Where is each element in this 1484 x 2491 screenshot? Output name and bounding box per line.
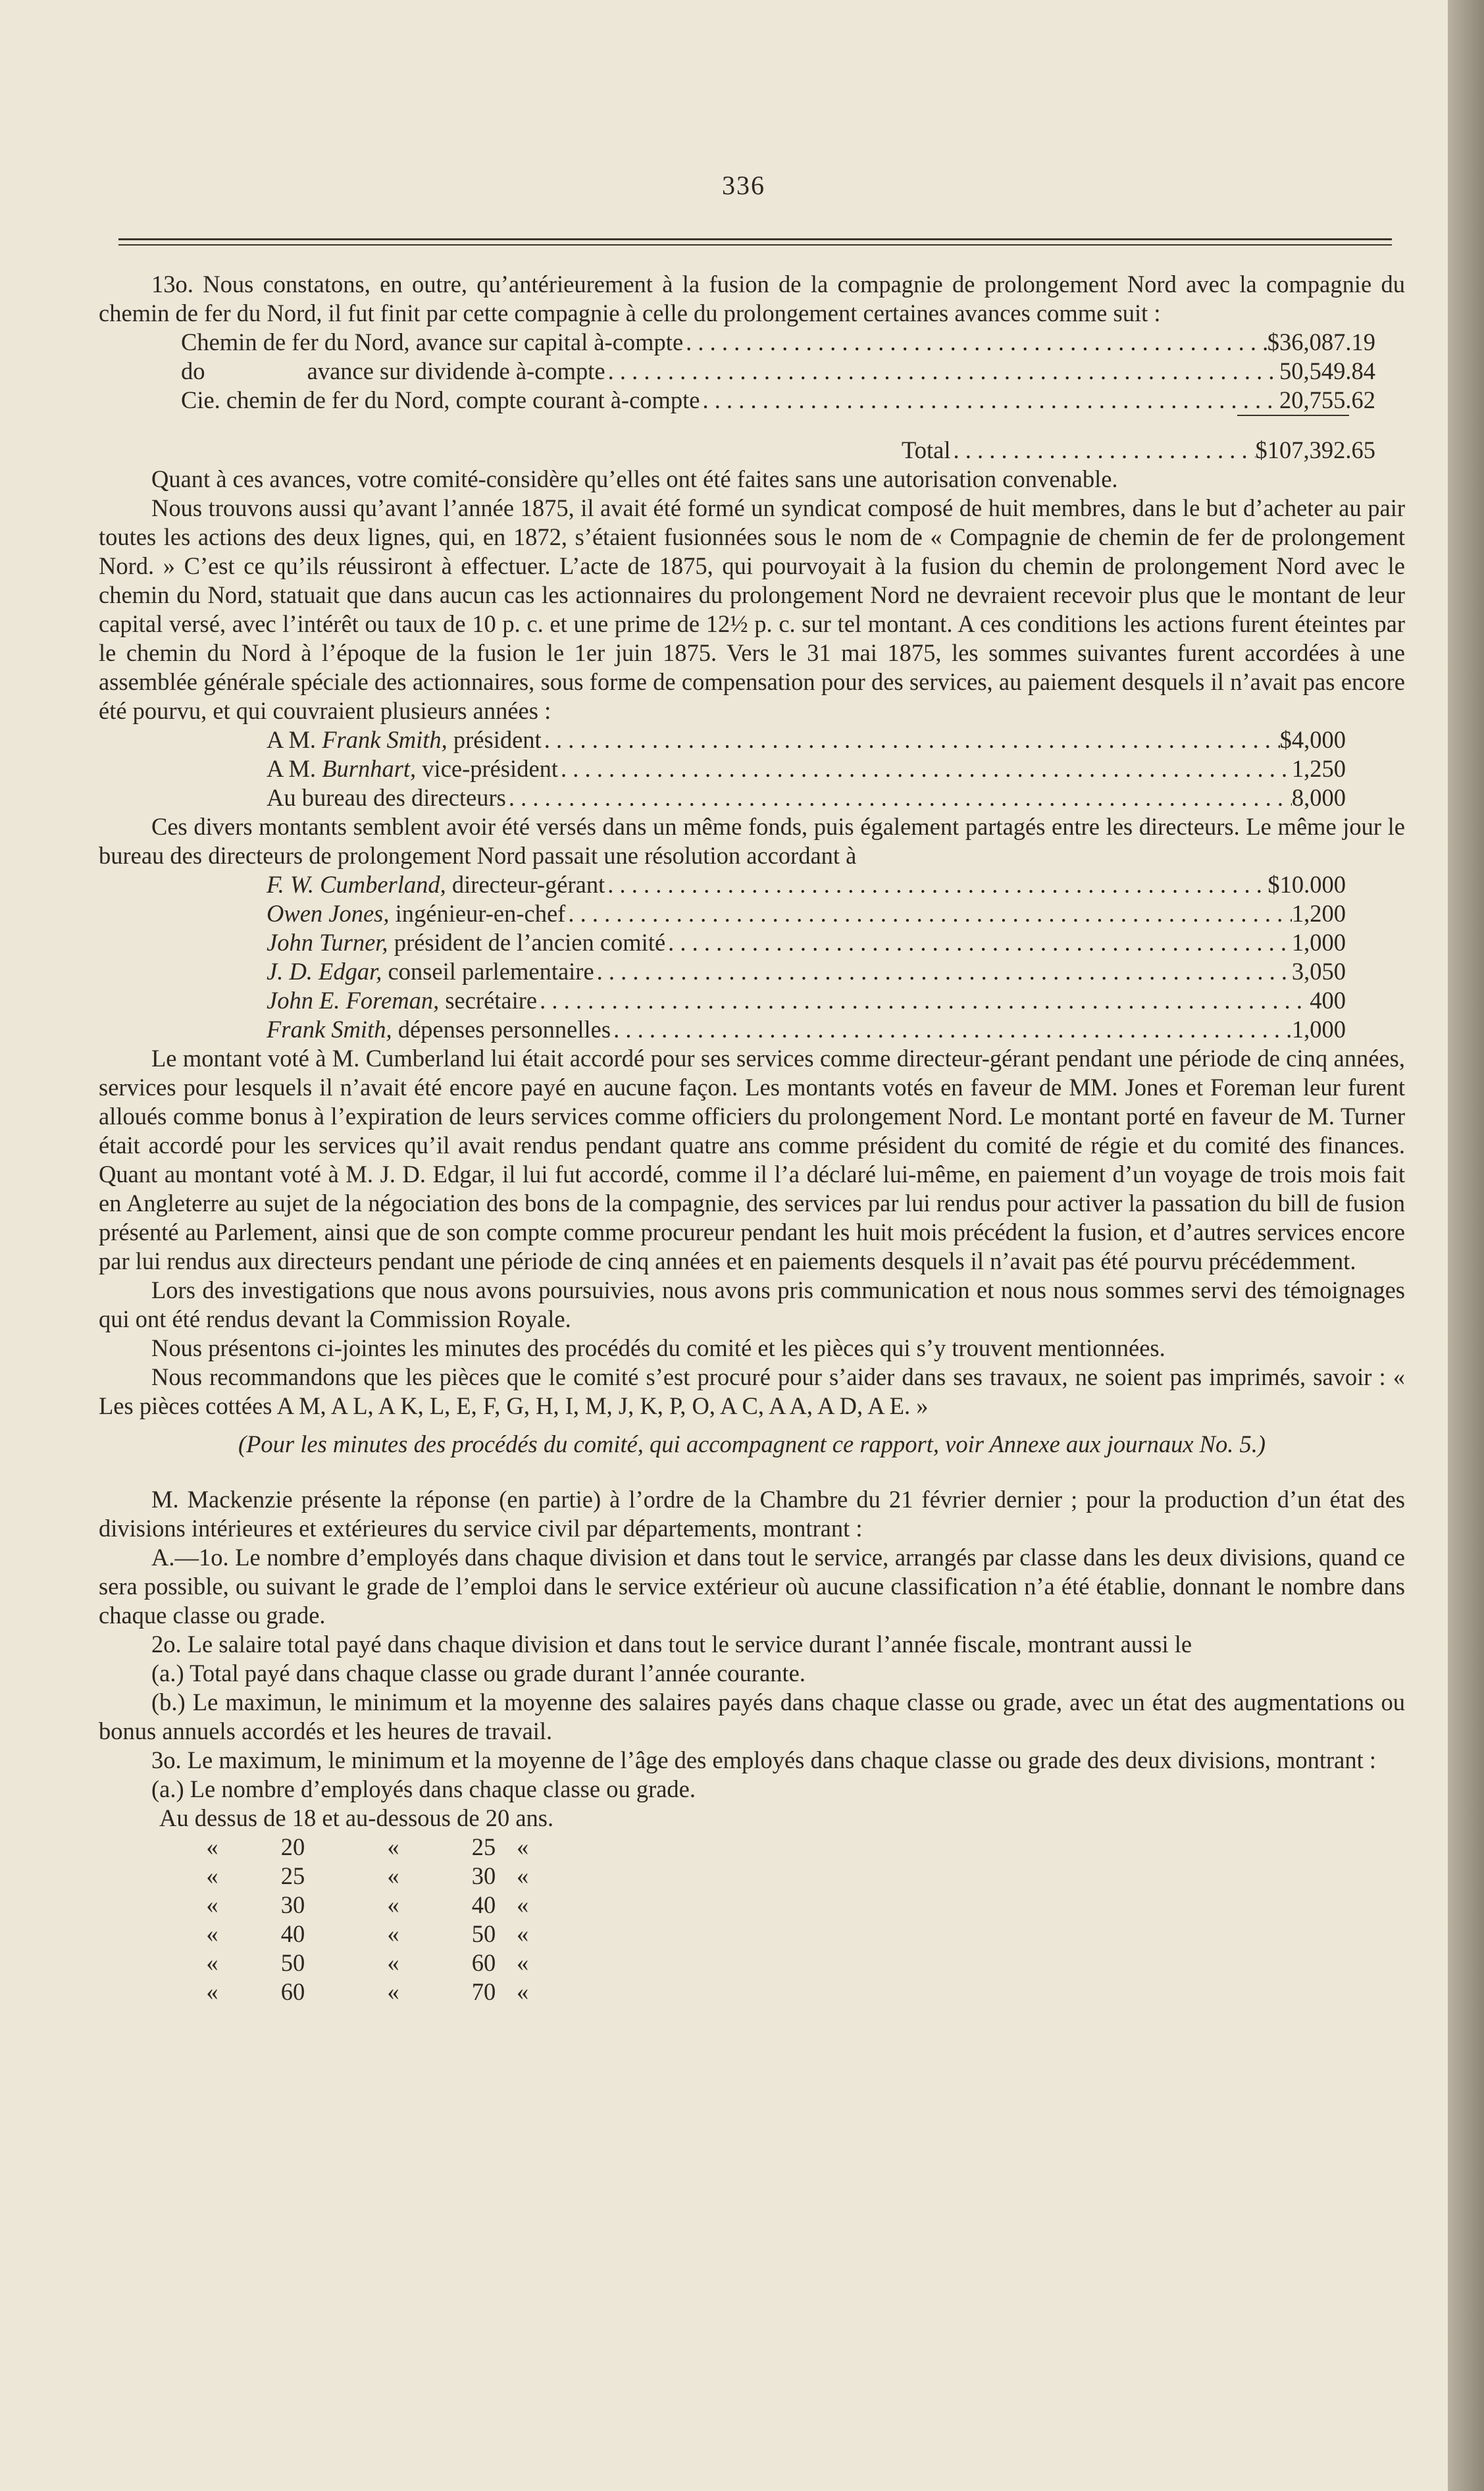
leader-dots [605, 357, 1279, 386]
grant-name: F. W. Cumberland, [267, 871, 446, 898]
grant-name: John Turner, [267, 929, 388, 956]
grant-row [267, 957, 1346, 986]
grant-row [267, 986, 1346, 1015]
age-to: 30 [471, 1862, 496, 1889]
age-to: 70 [471, 1978, 496, 2005]
grants-list-1 [267, 725, 1346, 812]
leader-dots [950, 436, 1255, 465]
ditto-mark: « [206, 1920, 218, 1947]
advances-total [902, 436, 1375, 465]
grant-role: secrétaire [439, 987, 538, 1014]
advance-label: Chemin de fer du Nord, avance sur capital à-compte [181, 328, 684, 355]
grant-role: Au bureau des directeurs [267, 784, 506, 811]
advance-amount: $36,087.19 [1267, 328, 1375, 355]
grant-name: Frank Smith, [322, 726, 448, 753]
ditto-mark: « [206, 1949, 218, 1976]
ditto-mark: « [517, 1833, 529, 1860]
age-row [174, 1920, 1405, 1949]
grant-amount: 1,250 [1291, 755, 1346, 782]
grant-label [267, 957, 594, 986]
ditto-mark: « [206, 1978, 218, 2005]
total-row [902, 436, 1375, 465]
annex-note: (Pour les minutes des procédés du comité, qui accompagnent ce rapport, voir Annexe aux journaux No. 5.) [238, 1430, 1266, 1457]
grant-role: vice-président [416, 755, 559, 782]
grant-role: dépenses personnelles [392, 1016, 611, 1043]
leader-dots [565, 899, 1292, 928]
age-to: 60 [471, 1949, 496, 1976]
grant-role: conseil parlementaire [382, 958, 594, 985]
grant-amount: 1,000 [1291, 929, 1346, 956]
ditto-mark: « [517, 1920, 529, 1947]
grant-label [267, 783, 506, 812]
paragraph-2a: (a.) Total payé dans chaque classe ou grade durant l’année courante. [151, 1660, 806, 1687]
grant-row [267, 1015, 1346, 1044]
grant-row [267, 899, 1346, 928]
paragraph-3a: (a.) Le nombre d’employés dans chaque classe ou grade. [151, 1775, 696, 1802]
ditto-mark: « [387, 1891, 399, 1918]
ditto-mark: « [387, 1862, 399, 1889]
ditto-mark: « [517, 1949, 529, 1976]
leader-dots [665, 928, 1292, 957]
grant-amount: 1,000 [1291, 1016, 1346, 1043]
paragraph-presentons: Nous présentons ci-jointes les minutes des procédés du comité et les pièces qui s’y trouvent mentionnées. [151, 1334, 1165, 1361]
ditto-mark: « [206, 1862, 218, 1889]
grant-role: ingénieur-en-chef [389, 900, 566, 927]
total-amount: $107,392.65 [1255, 436, 1375, 463]
grant-amount: 400 [1310, 987, 1346, 1014]
grant-name: John E. Foreman, [267, 987, 440, 1014]
age-from: 50 [280, 1949, 305, 1976]
paragraph-montant: Le montant voté à M. Cumberland lui était accordé pour ses services comme directeur-gérant pendant une période de cinq années, services pour lesquels il n’avait été encore payé en aucune façon. Les montants votés en faveur de MM. Jones et Foreman leur furent alloués comme bonus à l’expiration de leurs services comme officiers du prolongement Nord. Le montant porté en faveur de M. Turner était accordé pour les services qu’il avait rendus pendant quatre ans comme président du comité de régie et du comité des finances. Quant au montant voté à M. J. D. Edgar, il lui fut accordé, comme il l’a déclaré lui-même, en paiement d’un voyage de trois mois fait en Angleterre au sujet de la négociation des bons de la compagnie, des services par lui rendus pour activer la passation du bill de fusion présenté au Parlement, ainsi que de son compte comme procureur pendant les huit mois précédent la fusion, et d’autres services encore par lui rendus aux directeurs pendant une période de cinq années et en paiements desquels il n’avait pas été pourvu précédemment. [99, 1045, 1405, 1274]
leader-dots [542, 725, 1280, 754]
age-row [174, 1978, 1405, 2006]
grant-label [267, 870, 605, 899]
grant-amount: $4,000 [1279, 726, 1346, 753]
ditto-mark: « [517, 1862, 529, 1889]
ditto-mark: « [517, 1978, 529, 2005]
age-row [174, 1833, 1405, 1862]
age-row [174, 1862, 1405, 1891]
paragraph-syndicat: Nous trouvons aussi qu’avant l’année 1875, il avait été formé un syndicat composé de huit membres, dans le but d’acheter au pair toutes les actions des deux lignes, qui, en 1872, s’étaient fusionnées sous le nom de « Compagnie de chemin de fer de prolongement Nord. » C’est ce qu’ils réussiront à effectuer. L’acte de 1875, qui pourvoyait à la fusion du chemin de prolongement Nord avec le chemin du Nord, statuait que dans aucun cas les actionnaires du prolongement Nord ne devraient recevoir plus que le montant de leur capital versé, avec l’intérêt ou taux de 10 p. c. et une prime de 12½ p. c. sur tel montant. A ces conditions les actions furent éteintes par le chemin du Nord à l’époque de la fusion le 1er juin 1875. Vers le 31 mai 1875, les sommes suivantes furent accordées à une assemblée générale spéciale des actionnaires, sous forme de compensation pour des services, au paiement desquels il n’avait pas encore été pourvu, et qui couvraient plusieurs années : [99, 494, 1405, 724]
page-edge-shadow [1448, 0, 1484, 2491]
grant-label [267, 899, 565, 928]
leader-dots [700, 386, 1279, 415]
age-from: 60 [280, 1978, 305, 2005]
grant-prefix: A M. [267, 726, 322, 753]
ditto-mark: « [517, 1891, 529, 1918]
leader-dots [594, 957, 1292, 986]
paragraph-a1: A.—1o. Le nombre d’employés dans chaque division et dans tout le service, arrangés par classe dans les deux divisions, quand ce sera possible, ou suivant le grade de l’emploi dans le service extérieur où aucune classification n’a été établie, donnant le nombre dans chaque classe ou grade. [99, 1544, 1405, 1629]
paragraph-mackenzie: M. Mackenzie présente la réponse (en partie) à l’ordre de la Chambre du 21 février dernier ; pour la production d’un état des divisions intérieures et extérieures du service civil par départements, montrant : [99, 1486, 1405, 1542]
leader-dots [506, 783, 1292, 812]
header-rule-top [118, 238, 1392, 240]
advance-amount: 50,549.84 [1279, 357, 1375, 384]
grant-name: J. D. Edgar, [267, 958, 382, 985]
paragraph-avances: Quant à ces avances, votre comité-considère qu’elles ont été faites sans une autorisation convenable. [151, 465, 1118, 492]
age-row [174, 1891, 1405, 1920]
age-from: 30 [280, 1891, 305, 1918]
paragraph-13: 13o. Nous constatons, en outre, qu’antérieurement à la fusion de la compagnie de prolongement Nord avec la compagnie du chemin de fer du Nord, il fut finit par cette compagnie à celle du prolongement certaines avances comme suit : [99, 271, 1405, 327]
grant-amount: 1,200 [1291, 900, 1346, 927]
ditto-mark: « [387, 1978, 399, 2005]
page-number: 336 [722, 170, 765, 200]
grant-amount: 8,000 [1291, 784, 1346, 811]
ditto-mark: « [387, 1833, 399, 1860]
age-to: 40 [471, 1891, 496, 1918]
age-to: 50 [471, 1920, 496, 1947]
advance-row [181, 386, 1375, 415]
total-rule [1237, 415, 1349, 419]
grant-label [267, 928, 665, 957]
ditto-mark: « [206, 1833, 218, 1860]
paragraph-lors: Lors des investigations que nous avons poursuivies, nous avons pris communication et nous nous sommes servi des témoignages qui ont été rendus devant la Commission Royale. [99, 1276, 1405, 1332]
grant-amount: 3,050 [1291, 958, 1346, 985]
grant-row [267, 928, 1346, 957]
grant-row [267, 754, 1346, 783]
ages-first-line: Au dessus de 18 et au-dessous de 20 ans. [159, 1804, 554, 1831]
grant-label [267, 754, 558, 783]
grant-name: Frank Smith, [267, 1016, 392, 1043]
age-from: 40 [280, 1920, 305, 1947]
age-from: 25 [280, 1862, 305, 1889]
paragraph-recommandons: Nous recommandons que les pièces que le comité s’est procuré pour s’aider dans ses travaux, ne soient pas imprimés, savoir : « Les pièces cottées A M, A L, A K, L, E, F, G, H, I, M, J, K, P, O, A C, A A, A D, A E. » [99, 1363, 1405, 1419]
advance-amount: 20,755.62 [1279, 386, 1375, 413]
advance-label: do avance sur dividende à-compte [181, 357, 605, 384]
ditto-mark: « [387, 1920, 399, 1947]
grant-prefix: A M. [267, 755, 322, 782]
age-row [174, 1949, 1405, 1978]
paragraph-divers: Ces divers montants semblent avoir été versés dans un même fonds, puis également partagés entre les directeurs. Le même jour le bureau des directeurs de prolongement Nord passait une résolution accordant à [99, 813, 1405, 869]
leader-dots [611, 1015, 1292, 1044]
grant-role: directeur-gérant [446, 871, 605, 898]
leader-dots [558, 754, 1292, 783]
grant-amount: $10.000 [1267, 871, 1346, 898]
grant-name: Burnhart, [322, 755, 417, 782]
advance-row [181, 357, 1375, 386]
leader-dots [683, 328, 1267, 357]
grant-label [267, 1015, 611, 1044]
grant-row [267, 870, 1346, 899]
age-from: 20 [280, 1833, 305, 1860]
total-label: Total [902, 436, 951, 463]
paragraph-2b: (b.) Le maximun, le minimum et la moyenne des salaires payés dans chaque classe ou grade, avec un état des augmentations ou bonus annuels accordés et les heures de travail. [99, 1689, 1405, 1744]
page-content [99, 270, 1405, 2006]
advance-row [181, 328, 1375, 357]
advances-list [181, 328, 1375, 415]
leader-dots [537, 986, 1310, 1015]
grant-row [267, 783, 1346, 812]
ditto-mark: « [206, 1891, 218, 1918]
grant-role: président de l’ancien comité [388, 929, 666, 956]
advance-label: Cie. chemin de fer du Nord, compte courant à-compte [181, 386, 700, 413]
grants-list-2 [267, 870, 1346, 1044]
grant-role: président [447, 726, 542, 753]
grant-label [267, 725, 542, 754]
ditto-mark: « [387, 1949, 399, 1976]
header-rule-bottom [118, 244, 1392, 246]
leader-dots [605, 870, 1267, 899]
age-to: 25 [471, 1833, 496, 1860]
paragraph-2o: 2o. Le salaire total payé dans chaque division et dans tout le service durant l’année fiscale, montrant aussi le [151, 1631, 1192, 1658]
grant-label [267, 986, 537, 1015]
grant-row [267, 725, 1346, 754]
paragraph-3o: 3o. Le maximum, le minimum et la moyenne de l’âge des employés dans chaque classe ou grade des deux divisions, montrant : [151, 1746, 1377, 1773]
grant-name: Owen Jones, [267, 900, 390, 927]
age-brackets [174, 1833, 1405, 2006]
